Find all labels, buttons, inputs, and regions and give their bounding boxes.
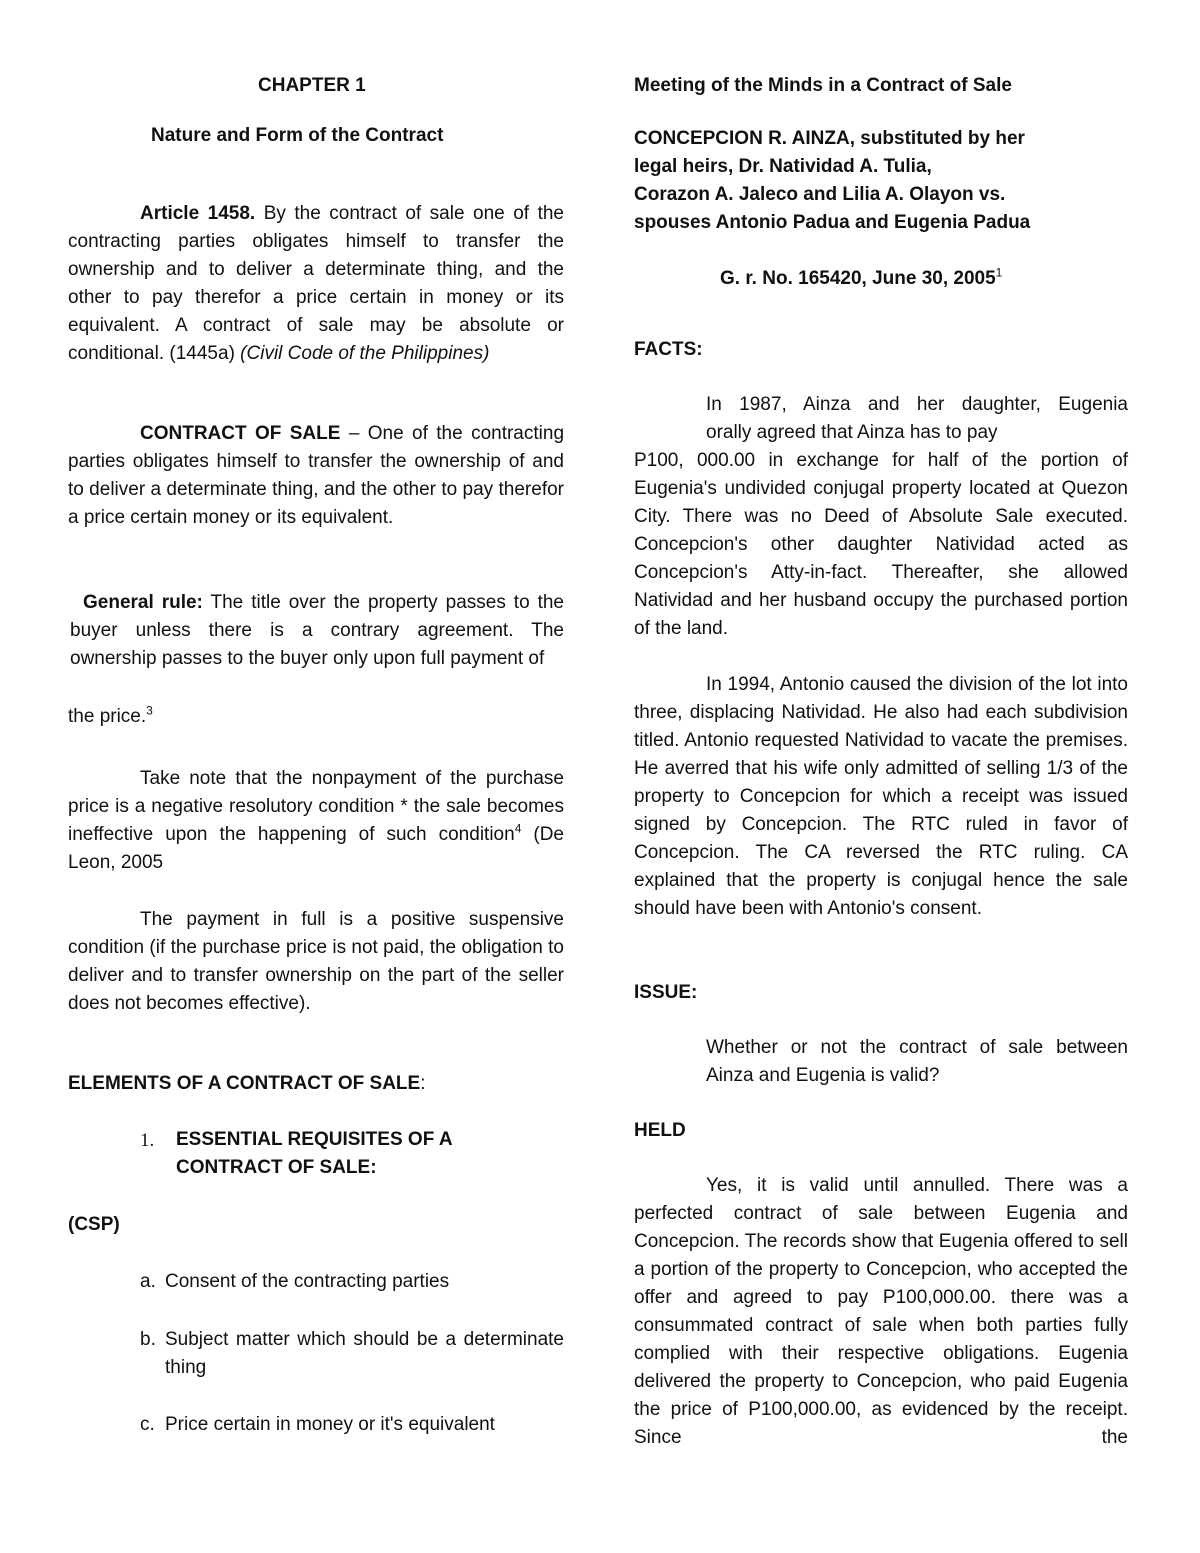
issue-line1: Whether or not the contract of sale between (706, 1037, 1128, 1058)
held-paragraph: Yes, it is valid until annulled. There was a perfected contract of sale between Eugenia and Concepcion. The records show that Eugenia offered to sell a portion of the property to Concepcion, who accepted the offer and agreed to pay P100,000.00. there was a consummated contract of sale when both parties fully complied with their respective obligations. Eugenia delivered the property to Concepcion, who paid Eugenia the price of P100,000.00, as evidenced by the receipt. Since the (634, 1175, 1128, 1448)
requisites-heading-line2: CONTRACT OF SALE: (176, 1157, 377, 1178)
article-1458-label: Article 1458. (140, 203, 256, 224)
facts-line1: In 1987, Ainza and her daughter, Eugenia (706, 394, 1128, 415)
general-rule-label: General rule: (83, 592, 203, 613)
general-rule-text: The title over the property passes to the buyer unless there is a contrary agreement. The ownership passes to the buyer only upon full payment of (70, 592, 564, 669)
article-1458-citation: (Civil Code of the Philippines) (240, 343, 490, 364)
facts-line2: orally agreed that Ainza has to pay (706, 422, 998, 443)
facts-label: FACTS: (634, 339, 703, 360)
contract-of-sale-label: CONTRACT OF SALE (140, 423, 341, 444)
facts-paragraph2: In 1994, Antonio caused the division of the lot into three, displacing Natividad. He also had each subdivision titled. Antonio requested Natividad to vacate the premises. He averred that his wife only admitted of selling 1/3 of the property to Concepcion for which a receipt was issued signed by Concepcion. The RTC ruled in favor of Concepcion. The CA reversed the RTC ruling. CA explained that the property is conjugal hence the sale should have been with Antonio's consent. (634, 674, 1128, 919)
footnote-3: 3 (146, 703, 153, 718)
footnote-4: 4 (514, 821, 522, 836)
elements-heading-text: ELEMENTS OF A CONTRACT OF SALE (68, 1073, 421, 1094)
take-note-text: Take note that the nonpayment of the purchase price is a negative resolutory condition * the sale becomes ineffective upon the happening of such condition (68, 768, 564, 845)
article-1458-text: By the contract of sale one of the contracting parties obligates himself to transfer the ownership and to deliver a determinate thing, and the other to pay therefor a price certain in money or its equivalent. A contract of sale may be absolute or conditional. (1445a) (68, 203, 564, 364)
requisites-number: 1. (140, 1130, 155, 1151)
item-a-text: Consent of the contracting parties (165, 1271, 450, 1292)
elements-heading (68, 1070, 425, 1098)
case-title-line1: CONCEPCION R. AINZA, substituted by her (634, 128, 1025, 149)
gr-number-text: G. r. No. 165420, June 30, 2005 (720, 268, 996, 289)
item-b-letter: b. (140, 1329, 156, 1350)
held-label: HELD (634, 1120, 686, 1141)
chapter-label: CHAPTER 1 (258, 75, 366, 96)
take-note-paragraph (68, 765, 564, 877)
gr-number (720, 265, 1002, 293)
contract-of-sale-text: – One of the contracting parties obligates himself to transfer the ownership of and to deliver a determinate thing, and the other to pay therefor a price certain money or its equivalent. (68, 423, 565, 528)
chapter-title: Nature and Form of the Contract (151, 125, 444, 146)
case-title-line2: legal heirs, Dr. Natividad A. Tulia, (634, 156, 932, 177)
payment-paragraph: The payment in full is a positive suspensive condition (if the purchase price is not paid, the obligation to deliver and to transfer ownership on the part of the seller does not becomes effective). (68, 909, 564, 1014)
facts-paragraph1-rest: P100, 000.00 in exchange for half of the portion of Eugenia's undivided conjugal property located at Quezon City. There was no Deed of Absolute Sale executed. Concepcion's other daughter Natividad acted as Concepcion's Atty-in-fact. Thereafter, she allowed Natividad and her husband occupy the purchased portion of the land. (634, 450, 1128, 639)
general-rule-text-end: the price. (68, 706, 147, 727)
item-c-text: Price certain in money or it's equivalent (165, 1414, 495, 1435)
general-rule-continued (68, 703, 153, 731)
item-b-text: Subject matter which should be a determinate thing (165, 1329, 564, 1378)
csp-label: (CSP) (68, 1214, 120, 1235)
issue-label: ISSUE: (634, 982, 698, 1003)
article-1458-paragraph (68, 200, 564, 368)
elements-heading-colon: : (420, 1073, 426, 1094)
case-title-line3: Corazon A. Jaleco and Lilia A. Olayon vs. (634, 184, 1006, 205)
contract-of-sale-definition (68, 420, 564, 532)
item-a-letter: a. (140, 1271, 156, 1292)
take-note-tail: (De Leon, 2005 (68, 824, 564, 873)
issue-line2: Ainza and Eugenia is valid? (706, 1065, 940, 1086)
footnote-1: 1 (995, 265, 1003, 280)
item-c-letter: c. (140, 1414, 155, 1435)
general-rule-paragraph (70, 589, 564, 673)
right-heading: Meeting of the Minds in a Contract of Sale (634, 75, 1012, 96)
requisites-heading-line1: ESSENTIAL REQUISITES OF A (176, 1129, 453, 1150)
case-title-line4: spouses Antonio Padua and Eugenia Padua (634, 212, 1031, 233)
